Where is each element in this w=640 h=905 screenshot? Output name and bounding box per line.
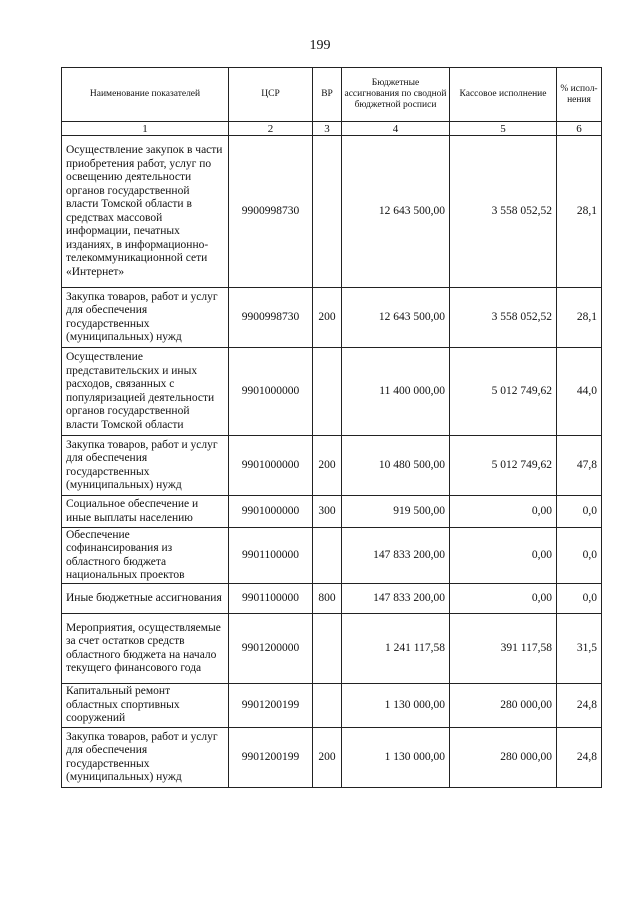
row-percent: 0,0 xyxy=(557,528,602,584)
table-row xyxy=(62,584,602,614)
header-budget: Бюджетные ассигнования по сводной бюджетной росписи xyxy=(342,68,450,122)
header-percent: % испол-нения xyxy=(557,68,602,122)
row-percent: 28,1 xyxy=(557,288,602,348)
row-vr xyxy=(313,684,342,728)
row-percent: 31,5 xyxy=(557,614,602,684)
row-csr: 9901000000 xyxy=(229,436,313,496)
row-name: Осуществление представительских и иных расходов, связанных с популяризацией деятельности органов государственной власти Томской области xyxy=(62,348,229,436)
row-cash: 391 117,58 xyxy=(450,614,557,684)
row-name: Закупка товаров, работ и услуг для обеспечения государственных (муниципальных) нужд xyxy=(62,436,229,496)
row-budget: 12 643 500,00 xyxy=(342,288,450,348)
row-vr: 200 xyxy=(313,728,342,788)
budget-table xyxy=(61,67,602,788)
row-percent: 47,8 xyxy=(557,436,602,496)
header-name: Наименование показателей xyxy=(62,68,229,122)
row-percent: 28,1 xyxy=(557,136,602,288)
table-row xyxy=(62,136,602,288)
row-vr: 800 xyxy=(313,584,342,614)
row-cash: 0,00 xyxy=(450,528,557,584)
row-cash: 5 012 749,62 xyxy=(450,436,557,496)
row-budget: 12 643 500,00 xyxy=(342,136,450,288)
row-cash: 3 558 052,52 xyxy=(450,288,557,348)
column-number-row xyxy=(62,122,602,136)
row-csr: 9901200199 xyxy=(229,684,313,728)
row-csr: 9901000000 xyxy=(229,496,313,528)
row-name: Капитальный ремонт областных спортивных сооружений xyxy=(62,684,229,728)
header-cash: Кассовое исполнение xyxy=(450,68,557,122)
row-budget: 147 833 200,00 xyxy=(342,584,450,614)
header-vr: ВР xyxy=(313,68,342,122)
row-cash: 3 558 052,52 xyxy=(450,136,557,288)
row-budget: 147 833 200,00 xyxy=(342,528,450,584)
column-number: 5 xyxy=(450,122,557,136)
row-csr: 9901100000 xyxy=(229,584,313,614)
row-percent: 24,8 xyxy=(557,684,602,728)
row-name: Иные бюджетные ассигнования xyxy=(62,584,229,614)
row-name: Социальное обеспечение и иные выплаты населению xyxy=(62,496,229,528)
column-number: 3 xyxy=(313,122,342,136)
row-cash: 5 012 749,62 xyxy=(450,348,557,436)
row-budget: 919 500,00 xyxy=(342,496,450,528)
column-number: 2 xyxy=(229,122,313,136)
table-row xyxy=(62,684,602,728)
row-vr: 200 xyxy=(313,436,342,496)
column-number: 6 xyxy=(557,122,602,136)
row-cash: 0,00 xyxy=(450,584,557,614)
row-percent: 24,8 xyxy=(557,728,602,788)
row-vr: 200 xyxy=(313,288,342,348)
row-name: Обеспечение софинансирования из областного бюджета национальных проектов xyxy=(62,528,229,584)
row-budget: 1 130 000,00 xyxy=(342,684,450,728)
page-number: 199 xyxy=(309,38,331,53)
row-budget: 10 480 500,00 xyxy=(342,436,450,496)
table-row xyxy=(62,496,602,528)
row-percent: 44,0 xyxy=(557,348,602,436)
table-row xyxy=(62,728,602,788)
row-percent: 0,0 xyxy=(557,584,602,614)
table-row xyxy=(62,348,602,436)
column-number: 4 xyxy=(342,122,450,136)
row-percent: 0,0 xyxy=(557,496,602,528)
row-name: Закупка товаров, работ и услуг для обеспечения государственных (муниципальных) нужд xyxy=(62,288,229,348)
row-vr: 300 xyxy=(313,496,342,528)
header-csr: ЦСР xyxy=(229,68,313,122)
row-budget: 1 130 000,00 xyxy=(342,728,450,788)
header-row xyxy=(62,68,602,122)
table-row xyxy=(62,614,602,684)
row-vr xyxy=(313,348,342,436)
row-cash: 280 000,00 xyxy=(450,684,557,728)
row-vr xyxy=(313,614,342,684)
row-name: Закупка товаров, работ и услуг для обеспечения государственных (муниципальных) нужд xyxy=(62,728,229,788)
row-csr: 9901000000 xyxy=(229,348,313,436)
row-vr xyxy=(313,528,342,584)
row-csr: 9901100000 xyxy=(229,528,313,584)
row-cash: 280 000,00 xyxy=(450,728,557,788)
table-row xyxy=(62,436,602,496)
column-number: 1 xyxy=(62,122,229,136)
row-csr: 9901200199 xyxy=(229,728,313,788)
table-row xyxy=(62,288,602,348)
row-csr: 9901200000 xyxy=(229,614,313,684)
row-name: Осуществление закупок в части приобретения работ, услуг по освещению деятельности органов государственной власти Томской области в средствах массовой информации, печатных изданиях, в информационно-телекоммуникационной сети «Интернет» xyxy=(62,136,229,288)
table-row xyxy=(62,528,602,584)
row-budget: 11 400 000,00 xyxy=(342,348,450,436)
row-csr: 9900998730 xyxy=(229,288,313,348)
row-budget: 1 241 117,58 xyxy=(342,614,450,684)
row-cash: 0,00 xyxy=(450,496,557,528)
row-vr xyxy=(313,136,342,288)
row-csr: 9900998730 xyxy=(229,136,313,288)
row-name: Мероприятия, осуществляемые за счет остатков средств областного бюджета на начало текущего финансового года xyxy=(62,614,229,684)
